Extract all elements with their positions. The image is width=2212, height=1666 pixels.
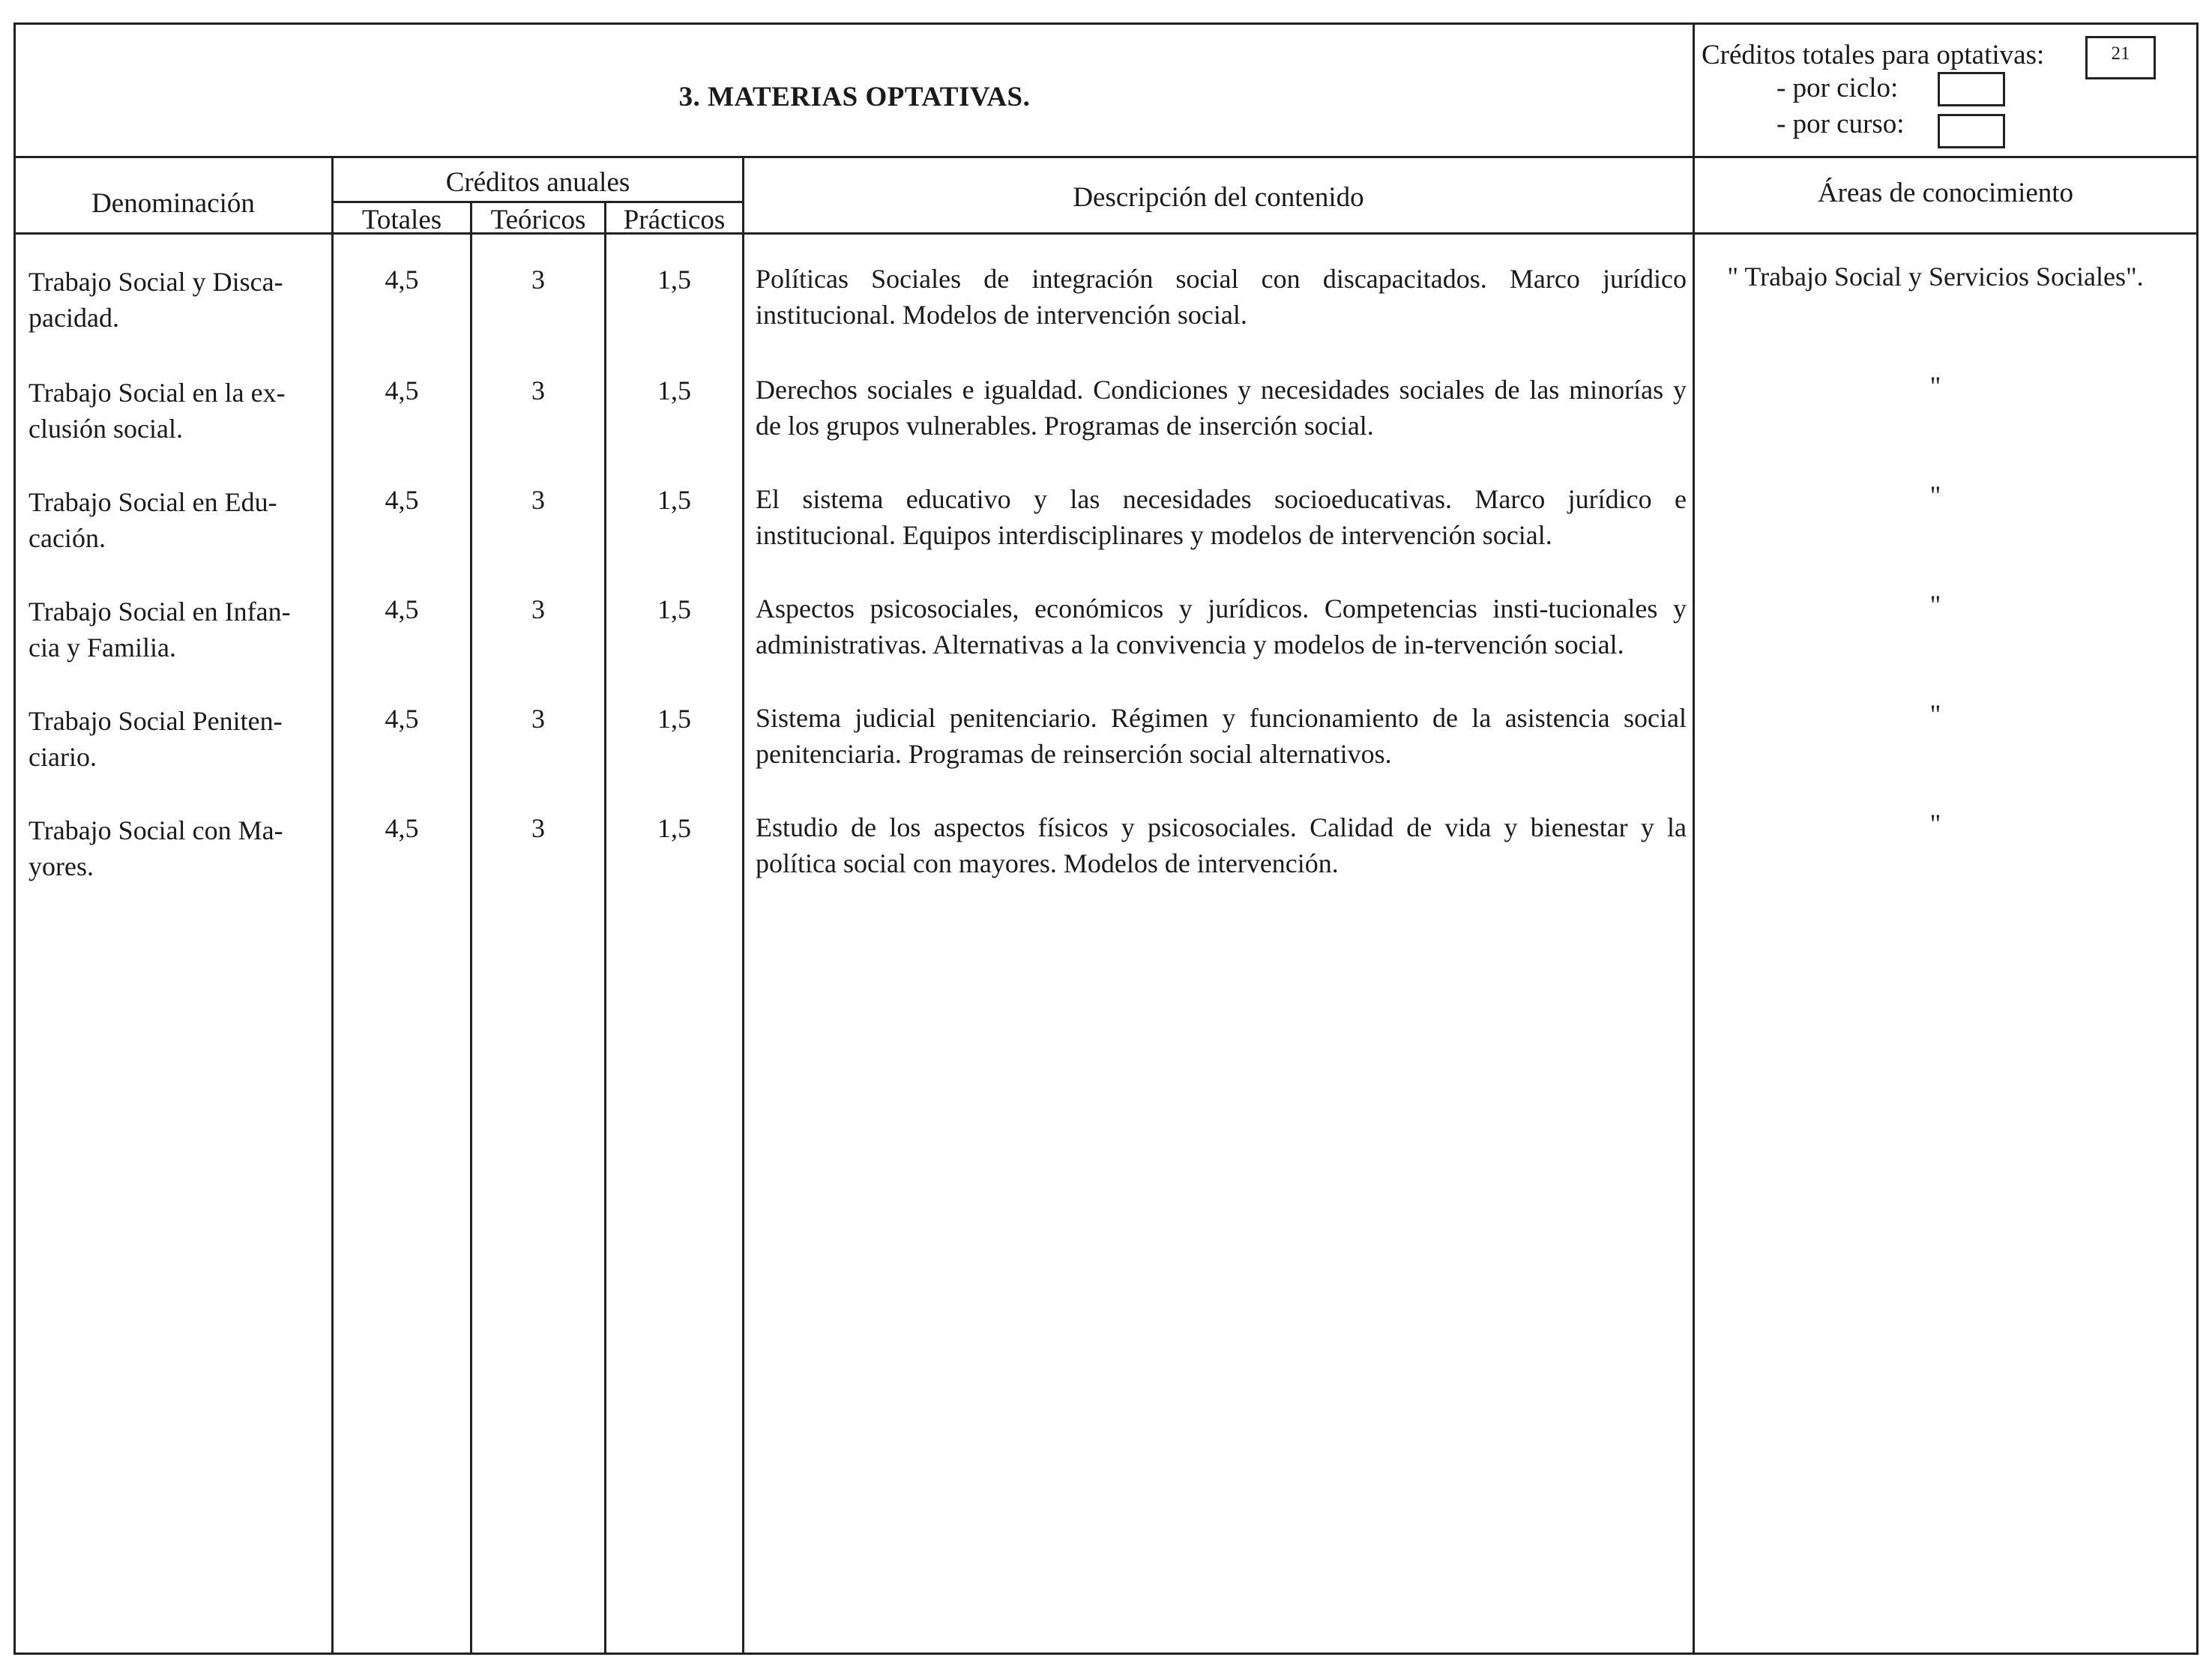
row-3-totales: 4,5 bbox=[385, 485, 419, 515]
row-2-description: Derechos sociales e igualdad. Condiciones y necesidades sociales de las minorías y de los grupos vulnerables. Programas de inserción social. bbox=[756, 375, 1687, 441]
row-5-description: Sistema judicial penitenciario. Régimen y funcionamiento de la asistencia social penitenciaria. Programas de reinserción social alternativos. bbox=[756, 703, 1687, 769]
row-2-teoricos: 3 bbox=[531, 375, 545, 405]
por-curso-box bbox=[1938, 114, 2005, 148]
teoricos-column-divider bbox=[604, 201, 606, 1655]
row-1-name: Trabajo Social y Disca-pacidad. bbox=[28, 267, 283, 333]
table-top-border bbox=[13, 22, 2199, 25]
row-6-description: Estudio de los aspectos físicos y psicosociales. Calidad de vida y bienestar y la política social con mayores. Modelos de intervención. bbox=[756, 812, 1687, 878]
areas-column-divider bbox=[1693, 22, 1695, 1655]
header-areas: Áreas de conocimiento bbox=[1817, 178, 2074, 208]
row-3-teoricos: 3 bbox=[531, 485, 545, 515]
row-1-area: " Trabajo Social y Servicios Sociales". bbox=[1727, 262, 2144, 292]
credits-total-box: 21 bbox=[2085, 36, 2156, 79]
row-3-description: El sistema educativo y las necesidades socioeducativas. Marco jurídico e institucional. Equipos interdisciplinares y modelos de intervención social. bbox=[756, 484, 1687, 550]
row-4-teoricos: 3 bbox=[531, 594, 545, 624]
table-bottom-border bbox=[13, 1653, 2199, 1655]
row-4-name: Trabajo Social en Infan-cia y Familia. bbox=[28, 597, 291, 663]
row-1-teoricos: 3 bbox=[531, 265, 545, 295]
row-5-totales: 4,5 bbox=[385, 704, 419, 734]
row-5-name: Trabajo Social Peniten-ciario. bbox=[28, 706, 283, 772]
row-5-area: " bbox=[1929, 699, 1941, 729]
header-denominacion: Denominación bbox=[91, 188, 255, 219]
header-divider bbox=[13, 156, 2199, 158]
row-2-totales: 4,5 bbox=[385, 375, 419, 405]
row-6-area: " bbox=[1929, 809, 1941, 839]
row-6-teoricos: 3 bbox=[531, 813, 545, 843]
header-teoricos: Teóricos bbox=[490, 205, 586, 235]
row-3-practicos: 1,5 bbox=[657, 485, 691, 515]
row-4-area: " bbox=[1929, 590, 1941, 620]
row-2-practicos: 1,5 bbox=[657, 375, 691, 405]
subheader-divider bbox=[331, 201, 744, 203]
row-4-description: Aspectos psicosociales, económicos y jurídicos. Competencias insti-tucionales y administrativas. Alternativas a la convivencia y modelos de in-tervención social. bbox=[756, 594, 1687, 660]
por-ciclo-box bbox=[1938, 72, 2005, 106]
row-1-description: Políticas Sociales de integración social con discapacitados. Marco jurídico institucional. Modelos de intervención social. bbox=[756, 264, 1687, 330]
totales-column-divider bbox=[470, 201, 472, 1655]
table-left-border bbox=[13, 22, 16, 1655]
row-6-name: Trabajo Social con Ma-yores. bbox=[28, 815, 283, 881]
row-1-totales: 4,5 bbox=[385, 265, 419, 295]
row-5-practicos: 1,5 bbox=[657, 704, 691, 734]
credits-total-label: Créditos totales para optativas: bbox=[1702, 40, 2045, 70]
por-ciclo-label: - por ciclo: bbox=[1776, 73, 1899, 103]
por-curso-label: - por curso: bbox=[1776, 109, 1905, 139]
row-1-practicos: 1,5 bbox=[657, 265, 691, 295]
row-6-totales: 4,5 bbox=[385, 813, 419, 843]
row-4-totales: 4,5 bbox=[385, 594, 419, 624]
row-2-area: " bbox=[1929, 371, 1941, 401]
row-3-area: " bbox=[1929, 480, 1941, 510]
header-descripcion: Descripción del contenido bbox=[1073, 182, 1364, 213]
table-right-border bbox=[2196, 22, 2199, 1655]
header-creditos-anuales: Créditos anuales bbox=[445, 167, 630, 198]
practicos-column-divider bbox=[742, 156, 744, 1655]
row-2-name: Trabajo Social en la ex-clusión social. bbox=[28, 378, 286, 444]
page-title: 3. MATERIAS OPTATIVAS. bbox=[678, 82, 1031, 112]
row-6-practicos: 1,5 bbox=[657, 813, 691, 843]
row-3-name: Trabajo Social en Edu-cación. bbox=[28, 487, 277, 553]
row-5-teoricos: 3 bbox=[531, 704, 545, 734]
header-totales: Totales bbox=[361, 205, 442, 235]
header-practicos: Prácticos bbox=[623, 205, 726, 235]
row-4-practicos: 1,5 bbox=[657, 594, 691, 624]
